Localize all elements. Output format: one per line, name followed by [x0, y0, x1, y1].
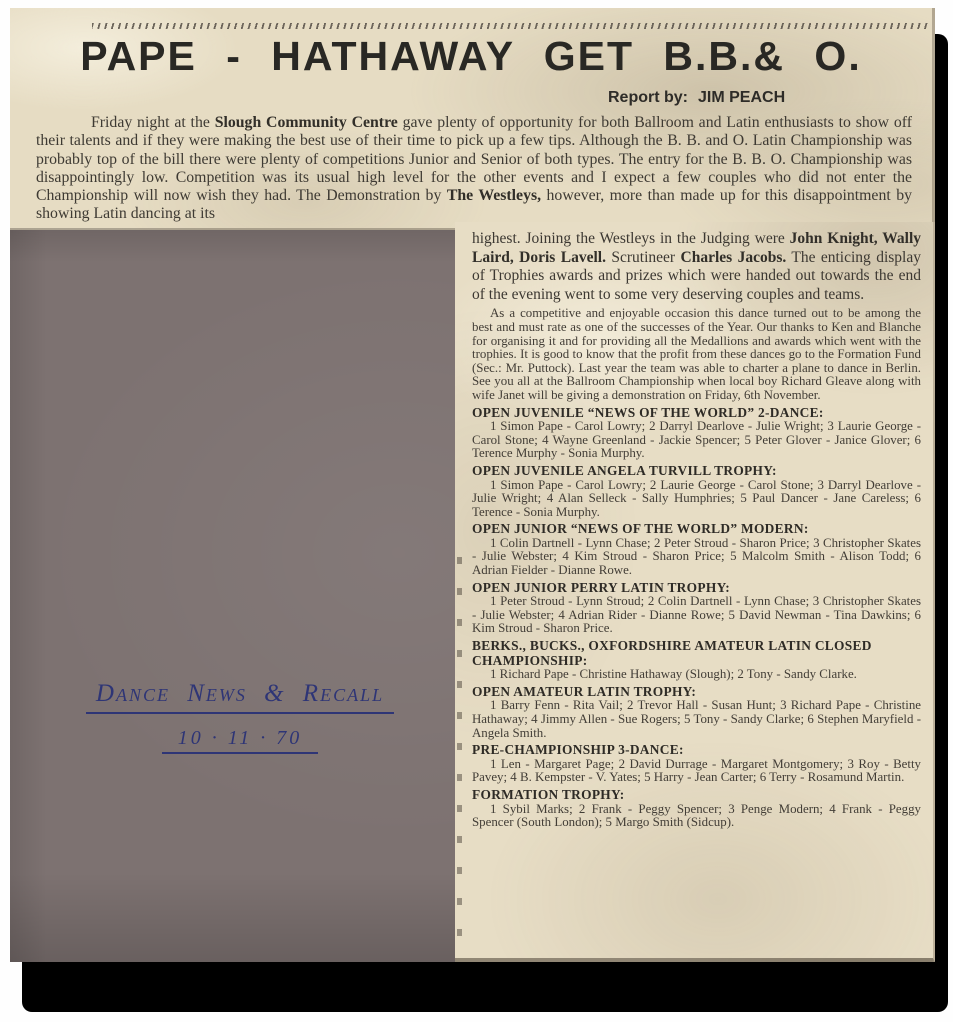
scrutineer-name-bold: Charles Jacobs. [680, 248, 787, 266]
article-byline [608, 89, 932, 107]
scrapbook-photo [10, 8, 935, 962]
result-body: 1 Peter Stroud - Lynn Stroud; 2 Colin Dartnell - Lynn Chase; 3 Christopher Skates - Julie Webster; 4 Adrian Rider - Dianne Rowe; 5 David Newman - Tina Dawkins; 6 Kim Stroud - Sharon Price. [472, 594, 921, 636]
perforated-edge [92, 23, 928, 29]
result-body: 1 Richard Pape - Christine Hathaway (Slough); 2 Tony - Sandy Clarke. [490, 667, 857, 682]
handwriting-date: 10 · 11 · 70 [162, 727, 319, 754]
result-section [472, 581, 921, 636]
result-body: 1 Colin Dartnell - Lynn Chase; 2 Peter Stroud - Sharon Price; 3 Christopher Skates - Julie Webster; 4 Kim Stroud - Sharon Price; 5 Malcolm Smith - Alison Todd; 6 Adrian Fielder - Dianne Rowe. [472, 535, 921, 578]
result-title: OPEN AMATEUR LATIN TROPHY: [472, 683, 697, 699]
judges-names-bold: John Knight, Wally Laird, Doris Lavell. [472, 230, 921, 266]
newspaper-clipping-column [455, 222, 935, 962]
result-title: OPEN JUVENILE “NEWS OF THE WORLD” 2-DANCE: [472, 404, 824, 420]
result-title: OPEN JUNIOR PERRY LATIN TROPHY: [472, 579, 731, 595]
lead-text: Friday night at the [91, 114, 215, 131]
column-text: Scrutineer [605, 248, 681, 266]
result-section [472, 464, 921, 519]
column-text: The enticing display of Trophies awards and prizes which were handed out towards the end of the evening went to some very deserving couples and teams. [472, 248, 921, 303]
result-section [472, 743, 921, 785]
results-list [472, 406, 921, 830]
result-title: PRE-CHAMPIONSHIP 3-DANCE: [472, 742, 684, 758]
column-paragraph-thanks: As a competitive and enjoyable occasion this dance turned out to be among the best and must rate as one of the successes of the Year. Our thanks to Ken and Blanche for organising it and for providing all the Medallions and awards which went with the trophies. It is good to know that the profit from these dances go to the Formation Fund (Sec.: Mr. Puttock). Last year the team was able to charter a plane to dance in Berlin. See you all at the Ballroom Championship when local boy Richard Gleave along with wife Janet will be giving a demonstration on Friday, 6th November. [472, 306, 921, 402]
result-title: FORMATION TROPHY: [472, 786, 625, 802]
lead-paragraph [10, 114, 932, 224]
byline-author: JIM PEACH [698, 89, 786, 106]
lead-text: gave plenty of opportunity for both Ballroom and Latin enthusiasts to show off their talents and if they were making the best use of their time to pick up a few tips. Although the B. B. and O. Latin Championship was probably top of the bill there were plenty of competitions Junior and Senior of both types. The entry for the B. B. O. Championship was disappointingly low. Competition was its usual high level for the other events and I expect a few couples who did not enter the Championship will now wish they had. The Demonstration by [36, 114, 912, 205]
handwritten-caption [55, 680, 425, 754]
newspaper-clipping-top [10, 8, 935, 230]
lead-bold-venue: Slough Community Centre [214, 114, 398, 131]
column-paragraph-judging [472, 230, 921, 304]
result-body: 1 Barry Fenn - Rita Vail; 2 Trevor Hall - Susan Hunt; 3 Richard Pape - Christine Hathaway; 4 Jimmy Allen - Sue Rogers; 5 Tony - Sandy Clarke; 6 Stephen Maryfield - Angela Smith. [472, 698, 921, 740]
result-section [472, 685, 921, 740]
result-title: BERKS., BUCKS., OXFORDSHIRE AMATEUR LATIN CLOSED CHAMPIONSHIP: [472, 638, 872, 668]
result-section [472, 639, 921, 682]
handwriting-title: Dance News & Recall [86, 680, 394, 714]
result-body: 1 Len - Margaret Page; 2 David Durrage - Margaret Montgomery; 3 Roy - Betty Pavey; 4 B. Kempster - V. Yates; 5 Harry - Jean Carter; 6 Terry - Rosamund Martin. [472, 756, 921, 785]
result-section [472, 522, 921, 577]
result-section [472, 406, 921, 461]
result-body: 1 Sybil Marks; 2 Frank - Peggy Spencer; 3 Penge Modern; 4 Frank - Peggy Spencer (South London); 5 Margo Smith (Sidcup). [472, 801, 921, 830]
result-section [472, 788, 921, 830]
result-title: OPEN JUNIOR “NEWS OF THE WORLD” MODERN: [472, 521, 809, 537]
handwriting-date-row [55, 727, 425, 754]
result-body: 1 Simon Pape - Carol Lowry; 2 Darryl Dearlove - Julie Wright; 3 Laurie George - Carol Stone; 4 Wayne Greenland - Jackie Spencer; 5 Peter Glover - Janice Glover; 6 Terence Murphy - Sonia Murphy. [472, 419, 921, 461]
lead-text: however, more than made up for this disappointment by showing Latin dancing at its [36, 187, 912, 223]
column-text: highest. Joining the Westleys in the Judging were [472, 230, 790, 247]
torn-edge-ticks [457, 557, 462, 950]
lead-bold-westleys: The Westleys, [446, 187, 542, 205]
article-headline: PAPE - HATHAWAY GET B.B.& O. [80, 33, 862, 79]
byline-label: Report by: [608, 89, 688, 106]
result-body: 1 Simon Pape - Carol Lowry; 2 Laurie George - Carol Stone; 3 Darryl Dearlove - Julie Wright; 4 Alan Selleck - Sally Humphries; 5 Paul Dancer - Jane Careless; 6 Terence - Sonia Murphy. [472, 477, 921, 519]
result-title: OPEN JUVENILE ANGELA TURVILL TROPHY: [472, 462, 777, 478]
